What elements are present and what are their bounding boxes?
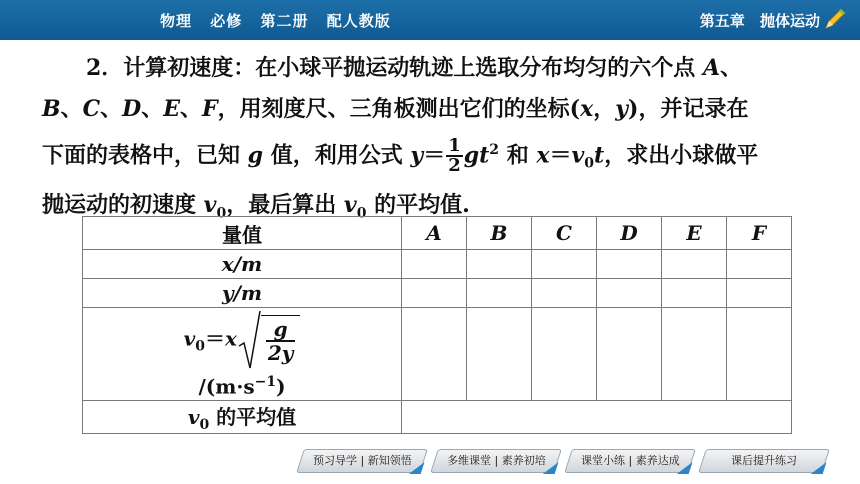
table-row-x [83, 250, 792, 279]
edition-label: 配人教版 [326, 12, 391, 30]
paragraph-line-4: 抛运动的初速度 $v_0$，最后算出 $v_0$ 的平均值. [42, 191, 470, 222]
table-row-y [83, 279, 792, 308]
v0-formula: $v_0=x$ $\frac{g}{2y}$ [184, 310, 301, 370]
nav-preview-button[interactable]: 预习导学 | 新知领悟 [296, 449, 428, 473]
table-cell [662, 279, 727, 308]
table-cell [467, 250, 532, 279]
header-col-d: D [597, 217, 662, 250]
table-cell [467, 308, 532, 401]
measurement-table [82, 216, 792, 434]
average-value-cell [402, 401, 792, 434]
header-col-f: F [727, 217, 792, 250]
g-over-2y-fraction: $\frac{g}{2y}$ [267, 317, 294, 366]
row-label-v0 [83, 308, 402, 401]
volume-label: 必修 [210, 12, 243, 30]
pencil-icon [822, 6, 848, 32]
instruction-paragraph [42, 48, 822, 234]
paragraph-line-1: 2．计算初速度：在小球平抛运动轨迹上选取分布均匀的六个点 A、 [86, 55, 743, 81]
v0-unit: $/(m\cdot s^{-1})$ [198, 373, 286, 399]
chapter-name: 抛体运动 [759, 12, 820, 30]
half-fraction: $\frac{1}{2}$ [448, 135, 461, 177]
header-quantity-cell: 量值 [83, 217, 402, 250]
book-title [160, 10, 403, 31]
header-col-b: B [467, 217, 532, 250]
table-cell [727, 279, 792, 308]
table-cell [662, 308, 727, 401]
paragraph-line-3: 下面的表格中，已知 g 值，利用公式 y＝ $\frac{1}{2}$ $gt^2$ 和 $x=v_0t$，求出小球做平 [42, 135, 759, 177]
table-row-average [83, 401, 792, 434]
nav-homework-button[interactable]: 课后提升练习 [698, 449, 830, 473]
table-cell [597, 279, 662, 308]
header-bar [0, 0, 860, 40]
table-cell [402, 250, 467, 279]
subject-label: 物理 [160, 12, 193, 30]
header-col-e: E [662, 217, 727, 250]
table-cell [727, 250, 792, 279]
table-header-row [83, 217, 792, 250]
table-cell [727, 308, 792, 401]
chapter-number: 第五章 [699, 12, 745, 30]
nav-practice-button[interactable]: 课堂小练 | 素养达成 [564, 449, 696, 473]
table-row-v0 [83, 308, 792, 401]
table-cell [662, 250, 727, 279]
radical-sign-icon [237, 310, 261, 370]
table-cell [467, 279, 532, 308]
table-cell [532, 250, 597, 279]
row-label-y: y/m [83, 279, 402, 308]
row-label-x: x/m [83, 250, 402, 279]
book-number-label: 第二册 [260, 12, 309, 30]
paragraph-line-2: B、C、D、E、F，用刻度尺、三角板测出它们的坐标(x，y)，并记录在 [42, 96, 749, 122]
header-col-a: A [402, 217, 467, 250]
table-cell [532, 308, 597, 401]
square-root [237, 310, 301, 370]
header-col-c: C [532, 217, 597, 250]
table-cell [402, 279, 467, 308]
nav-classroom-button[interactable]: 多维课堂 | 素养初培 [430, 449, 562, 473]
table-cell [597, 308, 662, 401]
row-label-average: $v_0$ 的平均值 [83, 401, 402, 434]
table-cell [597, 250, 662, 279]
chapter-title [690, 10, 820, 31]
table-cell [532, 279, 597, 308]
table-cell [402, 308, 467, 401]
